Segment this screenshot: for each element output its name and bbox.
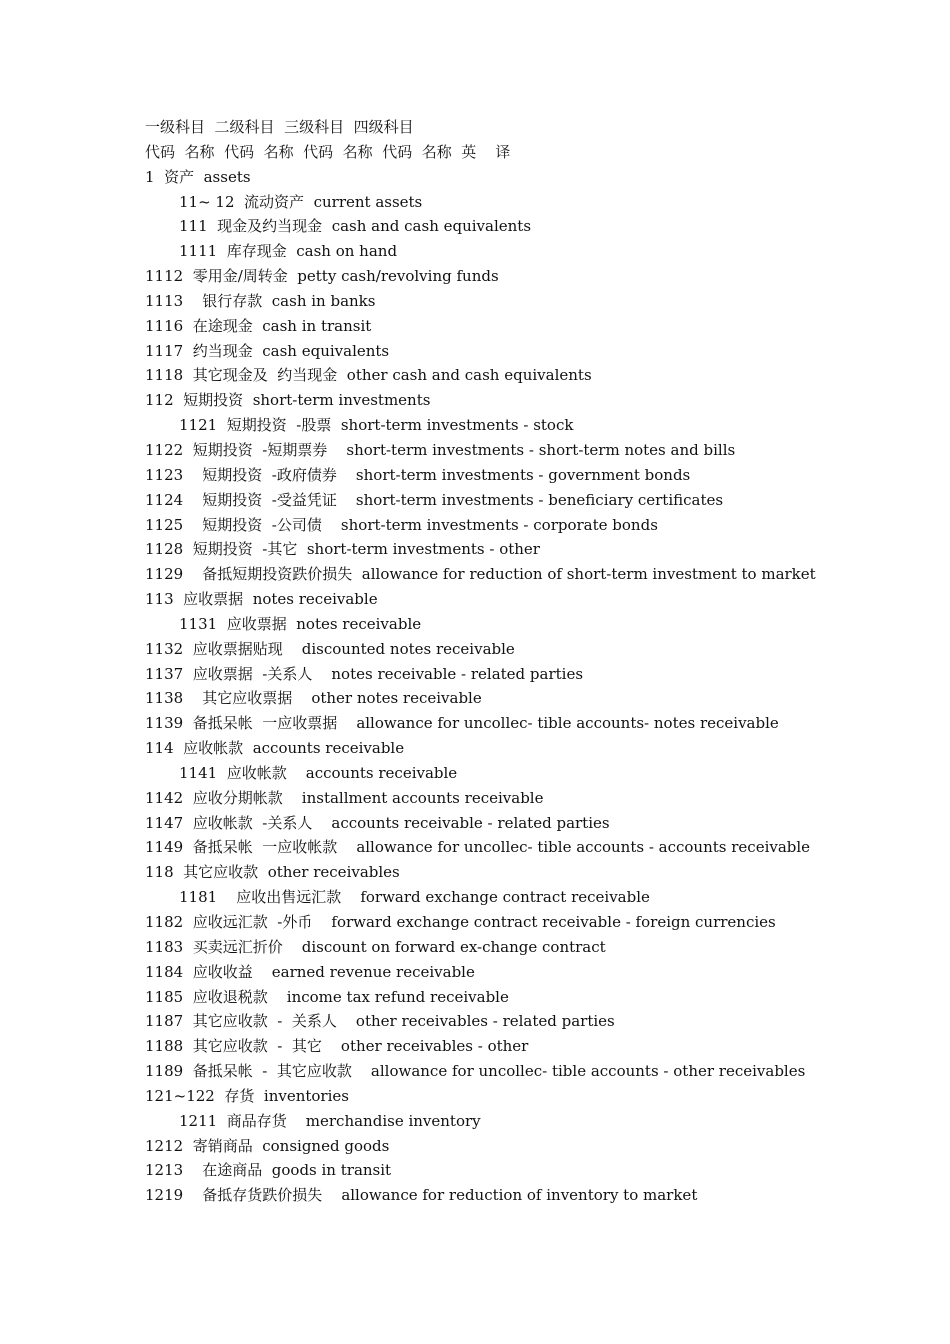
text-line: 1139 备抵呆帐 一应收票据 allowance for uncollec- tible accounts- notes receivable [145, 714, 779, 733]
text-line: 1 资产 assets [145, 167, 251, 186]
text-line: 1189 备抵呆帐 - 其它应收款 allowance for uncollec- tible accounts - other receivables [145, 1062, 806, 1081]
text-line: 1187 其它应收款 - 关系人 other receivables - related parties [145, 1012, 615, 1031]
text-line: 1147 应收帐款 -关系人 accounts receivable - related parties [145, 813, 610, 832]
text-line: 121~122 存货 inventories [145, 1086, 349, 1105]
text-line: 1137 应收票据 -关系人 notes receivable - related parties [145, 664, 584, 683]
text-line: 1149 备抵呆帐 一应收帐款 allowance for uncollec- tible accounts - accounts receivable [145, 838, 811, 857]
text-line: 1129 备抵短期投资跌价损失 allowance for reduction of short-term investment to market [145, 565, 816, 584]
text-line: 1121 短期投资 -股票 short-term investments - stock [179, 416, 574, 435]
text-line: 1188 其它应收款 - 其它 other receivables - other [145, 1037, 529, 1056]
text-line: 1184 应收收益 earned revenue receivable [145, 962, 475, 981]
text-line: 1122 短期投资 -短期票券 short-term investments - short-term notes and bills [145, 440, 736, 459]
text-line: 112 短期投资 short-term investments [145, 391, 431, 410]
text-line: 1185 应收退税款 income tax refund receivable [145, 987, 509, 1006]
text-line: 1141 应收帐款 accounts receivable [179, 763, 458, 782]
text-line: 1111 库存现金 cash on hand [179, 242, 398, 261]
text-line: 114 应收帐款 accounts receivable [145, 739, 405, 758]
text-line: 113 应收票据 notes receivable [145, 590, 378, 609]
text-line: 1183 买卖远汇折价 discount on forward ex-change contract [145, 937, 606, 956]
text-line: 1142 应收分期帐款 installment accounts receivable [145, 788, 544, 807]
text-line: 1128 短期投资 -其它 short-term investments - other [145, 540, 540, 559]
text-line: 1212 寄销商品 consigned goods [145, 1136, 390, 1155]
text-line: 1219 备抵存货跌价损失 allowance for reduction of inventory to market [145, 1186, 698, 1205]
document-page [145, 115, 925, 1208]
text-line: 111 现金及约当现金 cash and cash equivalents [179, 217, 532, 236]
text-line: 1116 在途现金 cash in transit [145, 316, 372, 335]
text-line: 一级科目 二级科目 三级科目 四级科目 [145, 118, 414, 136]
text-line: 1118 其它现金及 约当现金 other cash and cash equivalents [145, 366, 592, 385]
text-line: 1138 其它应收票据 other notes receivable [145, 689, 482, 708]
text-line: 1131 应收票据 notes receivable [179, 614, 422, 633]
text-line: 1211 商品存货 merchandise inventory [179, 1111, 481, 1130]
text-line: 1125 短期投资 -公司债 short-term investments - corporate bonds [145, 515, 658, 534]
text-line: 11~ 12 流动资产 current assets [179, 192, 423, 211]
text-line: 1123 短期投资 -政府债券 short-term investments - government bonds [145, 465, 691, 484]
text-line: 1181 应收出售远汇款 forward exchange contract receivable [179, 888, 650, 907]
text-line: 1213 在途商品 goods in transit [145, 1161, 392, 1180]
text-line: 1112 零用金/周转金 petty cash/revolving funds [145, 267, 499, 286]
text-line: 1132 应收票据贴现 discounted notes receivable [145, 639, 515, 658]
text-line: 1117 约当现金 cash equivalents [145, 341, 390, 360]
text-line: 1113 银行存款 cash in banks [145, 291, 376, 310]
text-line: 1182 应收远汇款 -外币 forward exchange contract receivable - foreign currencies [145, 913, 776, 931]
text-line: 1124 短期投资 -受益凭证 short-term investments - beneficiary certificates [145, 490, 724, 509]
text-line: 118 其它应收款 other receivables [145, 863, 400, 882]
text-line: 代码 名称 代码 名称 代码 名称 代码 名称 英 译 [145, 142, 511, 161]
